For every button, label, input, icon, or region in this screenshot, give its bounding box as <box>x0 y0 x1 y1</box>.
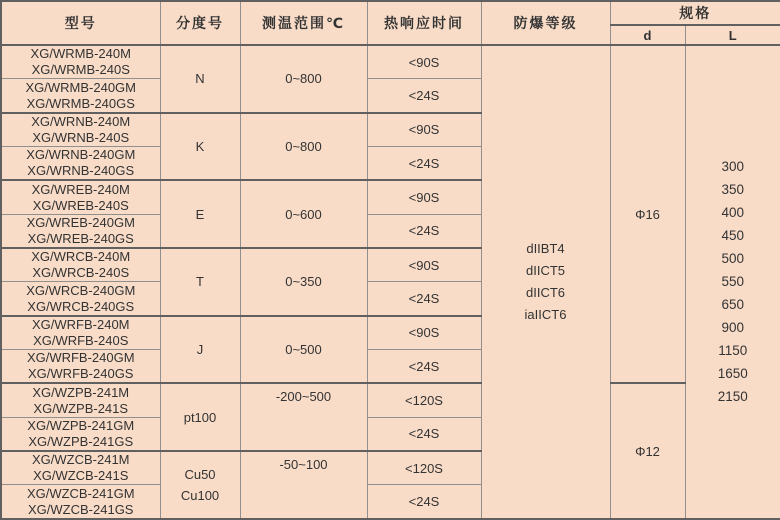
model-name: XG/WRMB-240GM <box>2 80 160 96</box>
graduation-cell: N <box>160 45 240 113</box>
graduation-cell: J <box>160 316 240 384</box>
model-name: XG/WRNB-240S <box>2 130 160 146</box>
range-cell: 0~500 <box>240 316 367 384</box>
model-name: XG/WZCB-241GS <box>2 502 160 518</box>
range-cell <box>240 383 367 451</box>
range-cell <box>240 451 367 519</box>
graduation-line: Cu50 <box>161 464 240 485</box>
model-name: XG/WZCB-241GM <box>2 486 160 502</box>
response-cell: <120S <box>367 451 481 485</box>
model-cell <box>1 282 160 316</box>
model-name: XG/WRCB-240M <box>2 249 160 265</box>
length-value: 500 <box>686 247 780 270</box>
length-value: 1650 <box>686 362 780 385</box>
graduation-line: Cu100 <box>161 485 240 506</box>
explosion-grade-line: dIIBT4 <box>482 238 610 260</box>
header-response: 热响应时间 <box>367 1 481 45</box>
header-range: 测温范围℃ <box>240 1 367 45</box>
model-cell <box>1 350 160 384</box>
length-value: 400 <box>686 201 780 224</box>
graduation-cell: K <box>160 113 240 181</box>
model-name: XG/WZPB-241GS <box>2 434 160 450</box>
model-name: XG/WZPB-241GM <box>2 418 160 434</box>
response-cell: <90S <box>367 45 481 79</box>
model-cell <box>1 113 160 147</box>
model-cell <box>1 417 160 451</box>
response-cell: <24S <box>367 147 481 181</box>
explosion-grade-line: dIICT5 <box>482 260 610 282</box>
explosion-grade-line: dIICT6 <box>482 282 610 304</box>
model-cell <box>1 485 160 519</box>
response-cell: <90S <box>367 248 481 282</box>
length-value: 900 <box>686 316 780 339</box>
length-value: 2150 <box>686 385 780 408</box>
explosion-grade-cell <box>481 45 610 519</box>
model-name: XG/WREB-240S <box>2 198 160 214</box>
model-name: XG/WRNB-240GS <box>2 163 160 179</box>
response-cell: <90S <box>367 113 481 147</box>
explosion-grade-line: iaIICT6 <box>482 304 610 326</box>
header-explosion-grade: 防爆等级 <box>481 1 610 45</box>
model-name: XG/WRCB-240S <box>2 265 160 281</box>
model-name: XG/WRFB-240S <box>2 333 160 349</box>
model-name: XG/WRMB-240GS <box>2 96 160 112</box>
response-cell: <90S <box>367 180 481 214</box>
model-cell <box>1 180 160 214</box>
model-name: XG/WRNB-240M <box>2 114 160 130</box>
model-name: XG/WREB-240GS <box>2 231 160 247</box>
model-cell <box>1 79 160 113</box>
length-value: 350 <box>686 178 780 201</box>
model-name: XG/WRFB-240GS <box>2 366 160 382</box>
response-cell: <24S <box>367 79 481 113</box>
response-cell: <24S <box>367 417 481 451</box>
graduation-cell: E <box>160 180 240 248</box>
range-cell: 0~800 <box>240 45 367 113</box>
header-spec: 规格 <box>610 1 780 25</box>
range-cell: 0~350 <box>240 248 367 316</box>
model-name: XG/WREB-240GM <box>2 215 160 231</box>
model-name: XG/WREB-240M <box>2 182 160 198</box>
model-name: XG/WZCB-241M <box>2 452 160 468</box>
model-name: XG/WRFB-240M <box>2 317 160 333</box>
model-name: XG/WZPB-241M <box>2 385 160 401</box>
model-cell <box>1 383 160 417</box>
header-graduation: 分度号 <box>160 1 240 45</box>
model-name: XG/WRMB-240M <box>2 46 160 62</box>
range-cell: 0~600 <box>240 180 367 248</box>
model-cell <box>1 45 160 79</box>
model-cell <box>1 451 160 485</box>
length-cell <box>685 45 780 519</box>
diameter-cell: Φ12 <box>610 383 685 518</box>
length-value: 650 <box>686 293 780 316</box>
model-name: XG/WRFB-240GM <box>2 350 160 366</box>
model-cell <box>1 147 160 181</box>
model-name: XG/WZPB-241S <box>2 401 160 417</box>
response-cell: <24S <box>367 350 481 384</box>
model-name: XG/WZCB-241S <box>2 468 160 484</box>
header-diameter: d <box>610 25 685 45</box>
length-value: 550 <box>686 270 780 293</box>
header-length: L <box>685 25 780 45</box>
model-cell <box>1 214 160 248</box>
model-name: XG/WRMB-240S <box>2 62 160 78</box>
model-name: XG/WRNB-240GM <box>2 147 160 163</box>
diameter-cell: Φ16 <box>610 45 685 383</box>
response-cell: <24S <box>367 485 481 519</box>
graduation-cell <box>160 451 240 519</box>
header-model: 型号 <box>1 1 160 45</box>
response-cell: <24S <box>367 214 481 248</box>
graduation-cell: T <box>160 248 240 316</box>
model-name: XG/WRCB-240GM <box>2 283 160 299</box>
length-value: 450 <box>686 224 780 247</box>
graduation-cell: pt100 <box>160 383 240 451</box>
range-cell: 0~800 <box>240 113 367 181</box>
range-value: -50~100 <box>241 452 367 473</box>
length-value: 300 <box>686 155 780 178</box>
model-name: XG/WRCB-240GS <box>2 299 160 315</box>
response-cell: <120S <box>367 383 481 417</box>
model-cell <box>1 248 160 282</box>
response-cell: <90S <box>367 316 481 350</box>
model-cell <box>1 316 160 350</box>
response-cell: <24S <box>367 282 481 316</box>
length-value: 1150 <box>686 339 780 362</box>
range-value: -200~500 <box>241 384 367 405</box>
